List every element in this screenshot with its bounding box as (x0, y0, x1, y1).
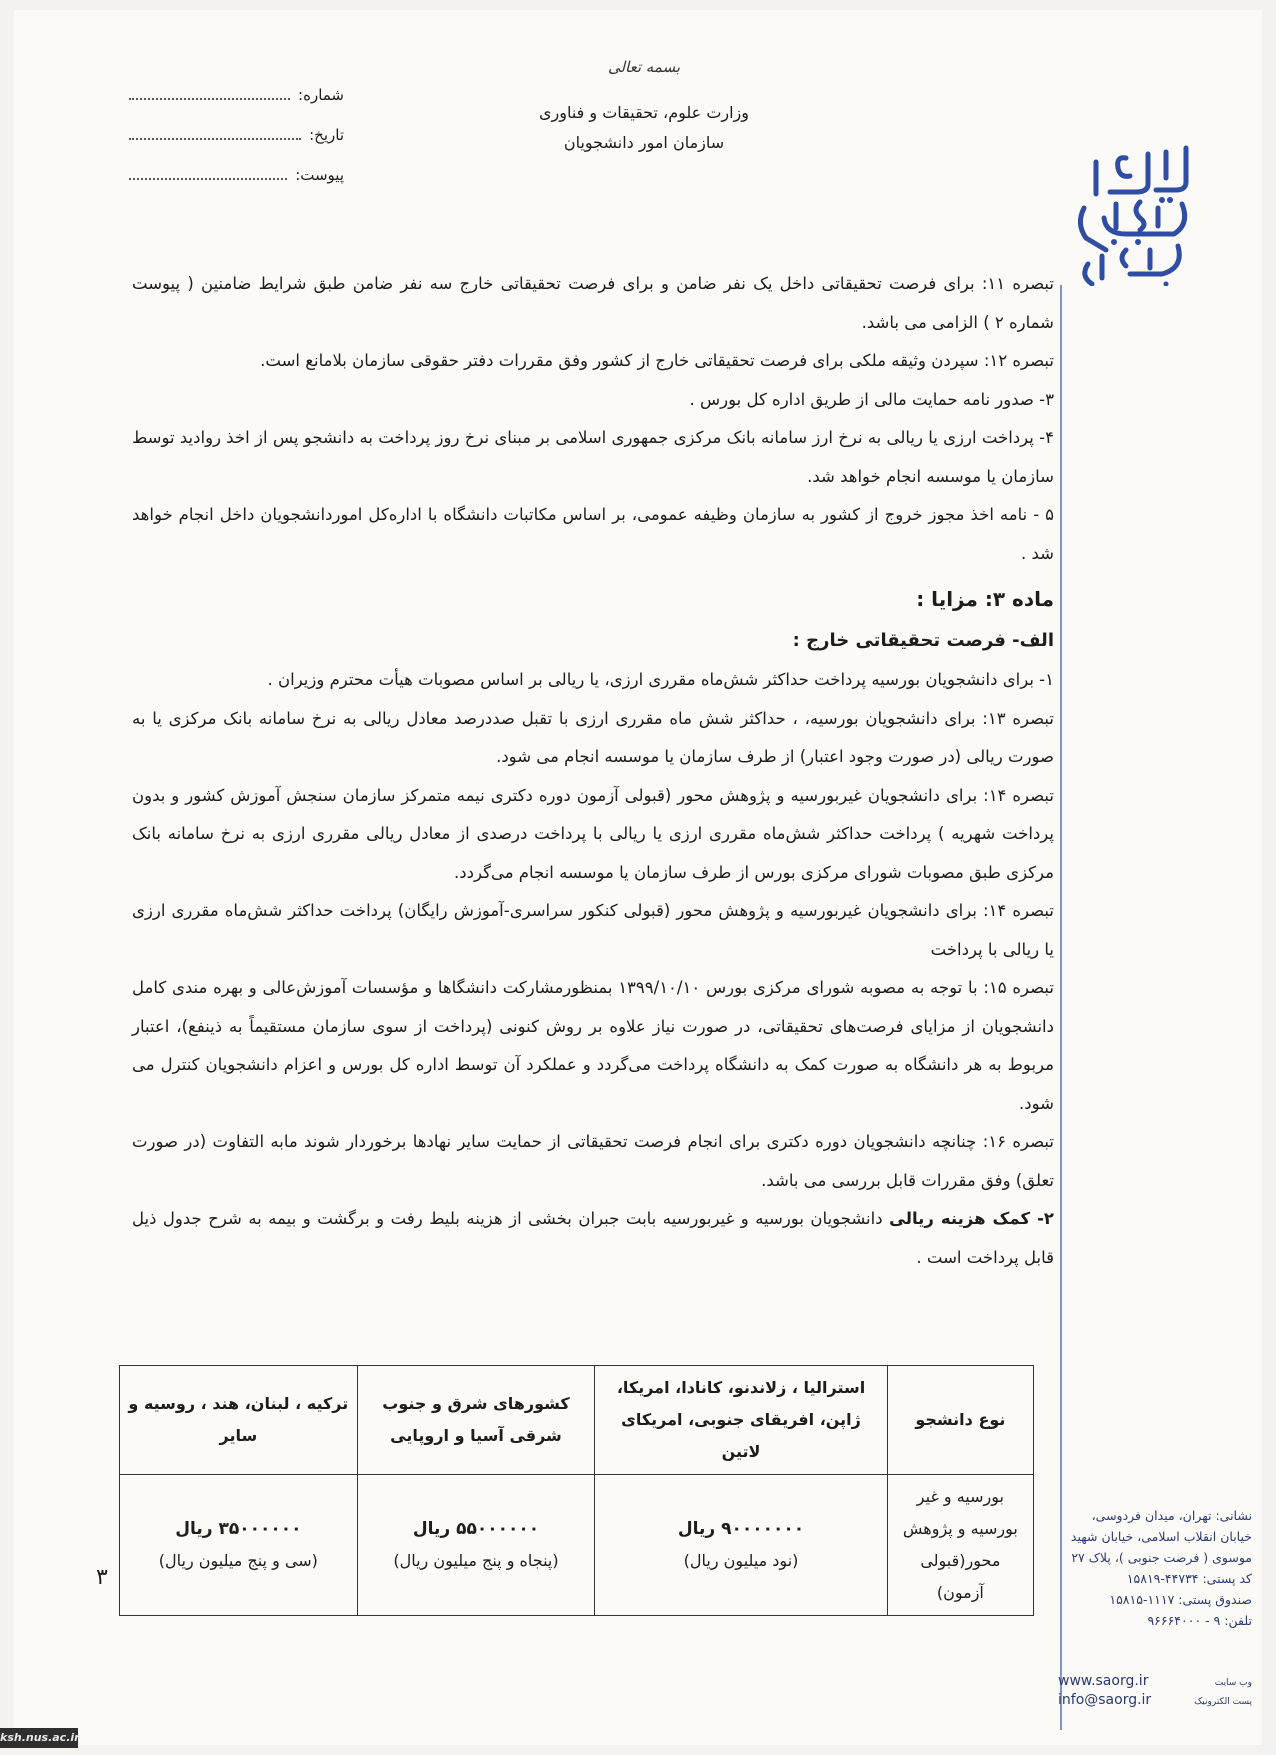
note-15: تبصره ۱۵: با توجه به مصوبه شورای مرکزی بورس ۱۳۹۹/۱۰/۱۰ بمنظورمشارکت دانشگاها و مؤسسات آموزش‌عالی و بهره مندی کامل دانشجویان از مزایای فرصت‌های تحقیقاتی، در صورت نیاز علاوه بر روش کنونی (پرداخت از سوی سازمان مستقیماً به ذینفع)، اعتبار مربوط به هر دانشگاه به صورت کمک به دانشگاه پرداخت می‌گردد و عملکرد آن توسط اداره کل بورس و اعزام دانشجویان کنترل می شود. (132, 978, 1054, 1113)
note-11: تبصره ۱۱: برای فرصت تحقیقاتی داخل یک نفر ضامن و برای فرصت تحقیقاتی خارج سه نفر ضامن طبق شرایط ضامنین ( پیوست شماره ۲ ) الزامی می باشد. (132, 274, 1055, 332)
amount-words-region-1: (نود میلیون ریال) (683, 1551, 799, 1570)
phone: تلفن: ۹ - ۹۶۶۶۴۰۰۰ (1147, 1613, 1252, 1628)
address-line-3: موسوی ( فرصت جنوبی )، پلاک ۲۷ (1071, 1550, 1252, 1565)
note-14b: تبصره ۱۴: برای دانشجویان غیربورسیه و پژوهش محور (قبولی کنکور سراسری-آموزش رایگان) پرداخت حداکثر شش‌ماه مقرری ارزی یا ریالی با پرداخت (132, 901, 1054, 959)
date-label: تاریخ: (309, 126, 344, 144)
date-dots (129, 128, 301, 140)
cell-region-2 (357, 1475, 595, 1616)
email-link[interactable]: info@saorg.ir (1058, 1692, 1152, 1708)
email-label: پست الکترونیک (1194, 1697, 1252, 1707)
note-14a: تبصره ۱۴: برای دانشجویان غیربورسیه و پژوهش محور (قبولی آزمون دوره دکتری نیمه متمرکز سازمان سنجش آموزش کشور و بدون پرداخت شهریه ) پرداخت حداکثر شش‌ماه مقرری ارزی یا ریالی با پرداخت درصدی از معادل ریالی مقرری ارزی به نرخ سامانه بانک مرکزی طبق مصوبات شورای مرکزی بورس از طرف سازمان یا موسسه انجام می‌گردد. (132, 785, 1055, 882)
table-header-row (120, 1366, 1034, 1475)
attachment-label: پیوست: (295, 166, 344, 184)
table-row (120, 1475, 1034, 1616)
number-label: شماره: (298, 86, 344, 104)
allowance-table (119, 1365, 1034, 1616)
date-field (129, 126, 344, 166)
cell-student-type: بورسیه و غیر بورسیه و پژوهش محور(قبولی آزمون) (887, 1475, 1033, 1616)
ministry-name: وزارت علوم، تحقیقات و فناوری (539, 103, 749, 122)
attachment-field (129, 166, 344, 206)
amount-region-3: ۳۵۰۰۰۰۰۰ ریال (175, 1519, 302, 1539)
item-3: ۳- صدور نامه حمایت مالی از طریق اداره کل بورس . (689, 389, 1054, 409)
website-label: وب سایت (1214, 1678, 1252, 1688)
basmala: بسمه تعالی (607, 58, 681, 76)
letterhead (514, 58, 774, 158)
page-number: ۳ (96, 1565, 108, 1590)
benefit-2-text: دانشجویان بورسیه و غیربورسیه بابت جبران بخشی از هزینه بلیط رفت و برگشت و بیمه به شرح جدول ذیل قابل پرداخت است . (132, 1209, 1054, 1267)
header-student-type: نوع دانشجو (887, 1366, 1033, 1475)
po-box: صندوق پستی: ۱۱۱۷-۱۵۸۱۵ (1109, 1592, 1252, 1607)
address-line-2: خیابان انقلاب اسلامی، خیابان شهید (1070, 1529, 1252, 1544)
amount-words-region-3: (سی و پنج میلیون ریال) (158, 1551, 318, 1570)
allowance-table-grid (119, 1365, 1034, 1616)
postal-code: کد پستی: ۴۴۷۳۴-۱۵۸۱۹ (1126, 1571, 1252, 1586)
header-region-1: استرالیا ، زلاندنو، کانادا، امریکا، ژاپن، افریقای جنوبی، امریکای لاتین (595, 1366, 887, 1475)
number-field (129, 86, 344, 126)
letter-meta (129, 86, 344, 206)
amount-region-1: ۹۰۰۰۰۰۰۰ ریال (677, 1519, 805, 1539)
section-alef-heading: الف- فرصت تحقیقاتی خارج : (792, 630, 1054, 651)
amount-words-region-2: (پنجاه و پنج میلیون ریال) (393, 1551, 559, 1570)
letter-page (14, 10, 1262, 1745)
amount-region-2: ۵۵۰۰۰۰۰۰ ریال (412, 1519, 540, 1539)
benefit-1: ۱- برای دانشجویان بورسیه پرداخت حداکثر شش‌ماه مقرری ارزی، یا ریالی بر اساس مصوبات هیأت محترم وزیران . (267, 670, 1054, 689)
contact-address (1062, 1505, 1252, 1631)
cell-region-3 (120, 1475, 358, 1616)
note-16: تبصره ۱۶: چنانچه دانشجویان دوره دکتری برای انجام فرصت تحقیقاتی از حمایت سایر نهادها برخوردار شوند مابه التفاوت (در صورت تعلق) وفق مقررات قابل بررسی می باشد. (132, 1132, 1054, 1190)
number-dots (129, 88, 290, 100)
website-link[interactable]: www.saorg.ir (1058, 1673, 1149, 1689)
article-3-heading: ماده ۳: مزایا : (916, 587, 1054, 611)
cell-region-1 (595, 1475, 887, 1616)
header-region-3: ترکیه ، لبنان، هند ، روسیه و سایر (120, 1366, 358, 1475)
note-12: تبصره ۱۲: سپردن وثیقه ملکی برای فرصت تحقیقاتی خارج از کشور وفق مقررات دفتر حقوقی سازمان بلامانع است. (260, 351, 1054, 370)
benefit-2 (132, 1200, 1054, 1277)
item-4: ۴- پرداخت ارزی یا ریالی به نرخ ارز سامانه بانک مرکزی جمهوری اسلامی بر مبنای نرخ روز پرداخت به دانشجو پس از اخذ روادید توسط سازمان یا موسسه انجام خواهد شد. (132, 428, 1054, 486)
item-5: ۵ - نامه اخذ مجوز خروج از کشور به سازمان وظیفه عمومی، بر اساس مکاتبات دانشگاه با اداره‌کل اموردانشجویان داخل انجام خواهد شد . (132, 505, 1054, 563)
organization-name: سازمان امور دانشجویان (563, 133, 725, 152)
source-badge: ksh.nus.ac.ir (0, 1728, 78, 1748)
web-contact-labels (1192, 1674, 1252, 1712)
header-region-2: کشورهای شرق و جنوب شرقی آسیا و اروپایی (357, 1366, 595, 1475)
organization-logo (1066, 138, 1198, 286)
letter-body (132, 265, 1054, 1277)
address-line-1: نشانی: تهران، میدان فردوسی، (1091, 1508, 1252, 1523)
note-13: تبصره ۱۳: برای دانشجویان بورسیه، ، حداکثر شش ماه مقرری ارزی با تقبل صددرصد معادل ریالی به نرخ سامانه بانک مرکزی یا به صورت ریالی (در صورت وجود اعتبار) از طرف سازمان یا موسسه انجام می شود. (132, 708, 1054, 766)
attachment-dots (129, 168, 287, 180)
benefit-2-title: ۲- کمک هزینه ریالی (889, 1209, 1054, 1228)
